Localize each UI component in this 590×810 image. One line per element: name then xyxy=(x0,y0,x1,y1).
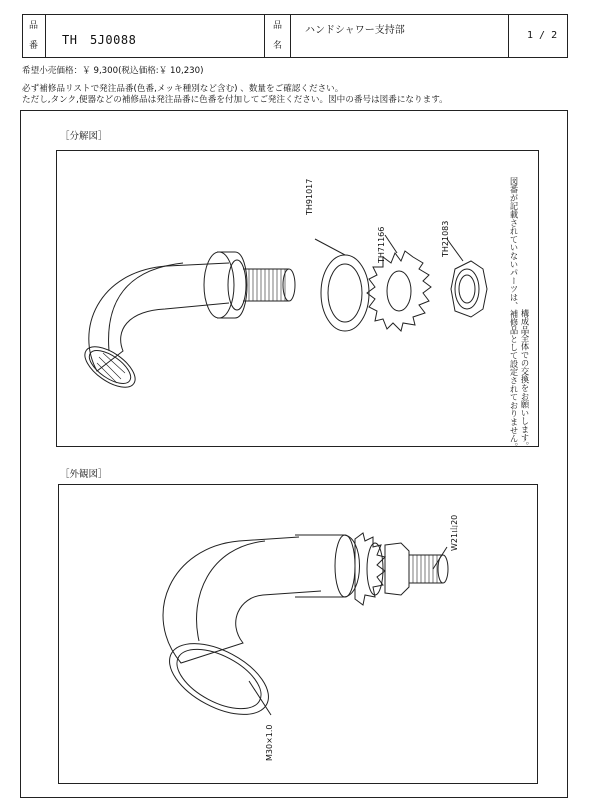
label-th91017: TH91017 xyxy=(305,178,314,215)
page-cell xyxy=(509,15,567,57)
exploded-view-drawing xyxy=(57,151,540,451)
header-table xyxy=(22,14,568,58)
part-no-label-2: 番 xyxy=(29,41,39,51)
part-no-label-1: 品 xyxy=(29,21,39,31)
part-number: TH 5J0088 xyxy=(62,33,137,47)
exterior-view-title: ［外観図］ xyxy=(60,469,108,480)
part-no-cell xyxy=(46,15,265,57)
nut-drawing xyxy=(447,239,487,317)
instruction-line-1: 必ず補修品リストで発注品番(色番,メッキ種別など含む) 、数量をご確認ください。 xyxy=(22,84,344,94)
part-name-label-2: 名 xyxy=(273,41,283,51)
label-thread-large: M30×1.0 xyxy=(265,724,274,761)
part-name-label-1: 品 xyxy=(273,21,283,31)
part-name-cell xyxy=(291,15,509,57)
part-name: ハンドシャワー支持部 xyxy=(305,25,405,36)
note-replace-assembly: 構成品全体での交換をお願いします。 xyxy=(520,309,530,451)
note-not-set: 図番が記載されていないパーツは、補修品として設定されておりません。 xyxy=(509,177,519,451)
assembled-pipe-drawing xyxy=(158,533,448,729)
price-text: 希望小売価格：￥ 9,300(税込価格:￥ 10,230) xyxy=(22,66,204,76)
label-th71166: TH71166 xyxy=(377,226,386,263)
exploded-view-box xyxy=(56,150,539,451)
part-no-label-cell xyxy=(23,15,46,57)
exploded-view-title: ［分解図］ xyxy=(60,131,108,142)
exterior-view-box xyxy=(58,484,538,784)
gasket-ring-drawing xyxy=(315,239,369,331)
instruction-line-2: ただし,タンク,便器などの補修品は発注品番に色番を付加してご発注ください。図中の番号は図番になります。 xyxy=(22,95,448,105)
label-thread-small: W21山20 xyxy=(450,514,459,551)
page-number: 1 / 2 xyxy=(527,30,558,41)
exterior-view-drawing xyxy=(59,485,539,785)
label-th21083: TH21083 xyxy=(441,220,450,257)
elbow-pipe-drawing xyxy=(78,252,295,395)
part-name-label-cell xyxy=(265,15,291,57)
